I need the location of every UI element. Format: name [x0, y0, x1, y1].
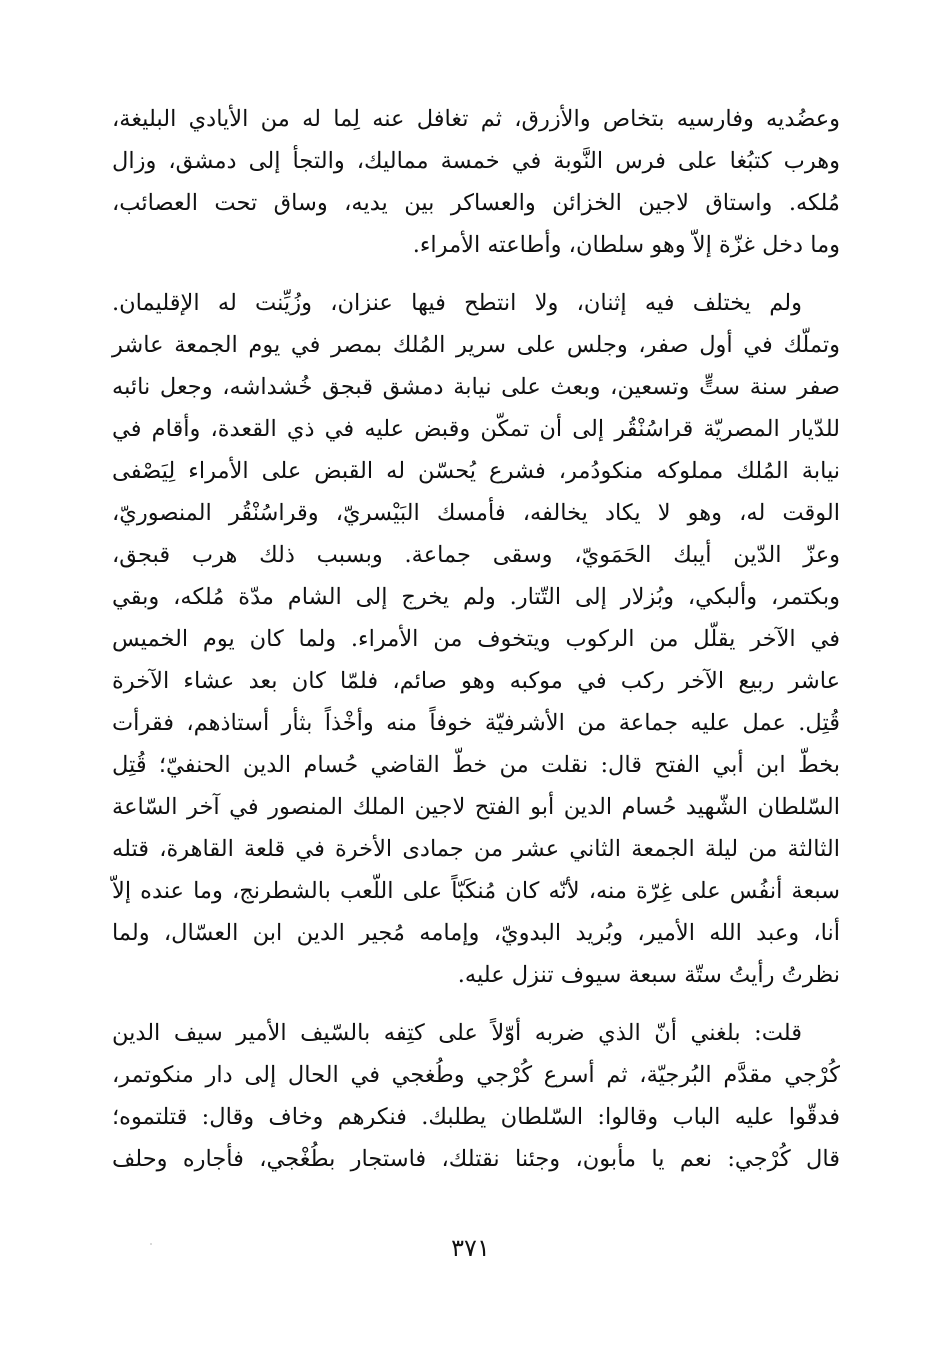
text-line: الوقت له، وهو لا يكاد يخالفه، فأمسك البَيْسريّ، وقراسُنْقُر المنصوريّ،: [112, 500, 840, 526]
text-line: وعزّ الدّين أيبك الحَمَويّ، وسقى جماعة. وبسبب ذلك هرب قبجق،: [112, 542, 840, 568]
text-line: نيابة المُلك مملوكه منكودُمر، فشرع يُحسّن له القبض على الأمراء لِيَصْفى: [112, 458, 840, 484]
text-line: أنا، وعبد الله الأمير، وبُريد البدويّ، وإمامه مُجير الدين ابن العسّال، ولما: [112, 920, 840, 946]
text-line: وعضُديه وفارسيه بتخاص والأزرق، ثم تغافل عنه لِما له من الأيادي البليغة،: [112, 106, 840, 132]
text-line: في الآخر يقلّل من الركوب ويتخوف من الأمراء. ولما كان يوم الخميس: [112, 626, 840, 652]
text-line: وتملّك في أول صفر، وجلس على سرير المُلك بمصر في يوم الجمعة عاشر: [112, 332, 840, 358]
text-line: بخطّ ابن أبي الفتح قال: نقلت من خطّ القاضي حُسام الدين الحنفيّ؛ قُتِل: [112, 752, 840, 778]
text-line: نظرتُ رأيتُ ستّة سبعة سيوف تنزل عليه.: [457, 962, 840, 988]
text-line: قُتِل. عمل عليه جماعة من الأشرفيّة خوفاً منه وأخْذاً بثأر أستاذهم، فقرأت: [112, 710, 840, 736]
text-line: السّلطان الشّهيد حُسام الدين أبو الفتح لاجين الملك المنصور في آخر السّاعة: [112, 794, 840, 820]
text-line: الثالثة من ليلة الجمعة الثاني عشر من جمادى الأخرة في قلعة القاهرة، قتله: [112, 836, 840, 862]
text-line: كُرْجي مقدَّم البُرجيّة، ثم أسرع كُرْجي وطُغجي في الحال إلى دار منكوتمر،: [112, 1062, 840, 1088]
text-line: صفر سنة ستٍّ وتسعين، وبعث على نيابة دمشق قبجق خُشداشه، وجعل نائبه: [112, 374, 840, 400]
text-line: للدّيار المصريّة قراسُنْقُر إلى أن تمكّن وقبض عليه في ذي القعدة، وأقام في: [112, 416, 840, 442]
text-line: سبعة أنفُس على غِرّة منه، لأنّه كان مُنكَبّاً على اللّعب بالشطرنج، وما عنده إلاّ: [112, 878, 840, 904]
text-line: فدقّوا عليه الباب وقالوا: السّلطان يطلبك. فنكرهم وخاف وقال: قتلتموه؛: [112, 1104, 840, 1130]
text-line: ولم يختلف فيه إثنان، ولا انتطح فيها عنزان، وزُيِّنت له الإقليمان.: [112, 290, 802, 316]
text-line: وما دخل غزّة إلاّ وهو سلطان، وأطاعته الأمراء.: [412, 232, 840, 258]
text-line: مُلكه. واستاق لاجين الخزائن والعساكر بين يديه، وساق تحت العصائب،: [112, 190, 840, 216]
text-line: قلت: بلغني أنّ الذي ضربه أوّلاً على كتِفه بالسّيف الأمير سيف الدين: [112, 1020, 802, 1046]
text-line: عاشر ربيع الآخر ركب في موكبه وهو صائم، فلمّا كان بعد عشاء الآخرة: [112, 668, 840, 694]
text-line: وهرب كتبُغا على فرس النَّوبة في خمسة مماليك، والتجأ إلى دمشق، وزال: [112, 148, 840, 174]
text-line: وبكتمر، وألبكي، وبُزلار إلى التّتار. ولم يخرج إلى الشام مدّة مُلكه، وبقي: [112, 584, 840, 610]
page-number: ٣٧١: [451, 1234, 490, 1262]
text-line: قال كُرْجي: نعم يا مأبون، وجئنا نقتلك، فاستجار بطُغْجي، فأجاره وحلف: [112, 1146, 840, 1172]
